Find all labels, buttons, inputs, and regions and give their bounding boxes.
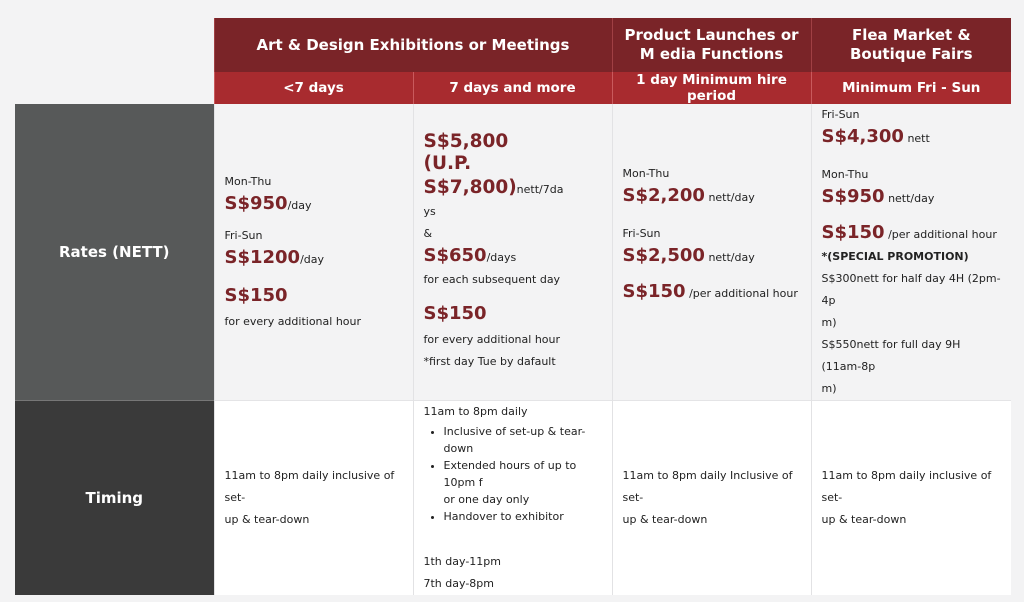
- header-row-sub: [15, 72, 1011, 104]
- rates-product-cell: [612, 104, 811, 401]
- timing-lt7-line1: 11am to 8pm daily inclusive of set-: [224, 469, 395, 504]
- flea-promo-half-2: m): [821, 316, 837, 329]
- timing-product-line2: up & tear-down: [622, 513, 708, 526]
- row-label-rates: Rates (NETT): [15, 104, 214, 401]
- lt7-extra-note: for every additional hour: [224, 315, 362, 328]
- flea-frisun-label: Fri-Sun: [821, 108, 860, 121]
- flea-promo-half-1: S$300nett for half day 4H (2pm-4p: [821, 272, 1001, 307]
- lt7-frisun-label: Fri-Sun: [224, 229, 263, 242]
- subheader-product: 1 day Minimum hire period: [612, 72, 811, 104]
- subheader-7plus: 7 days and more: [413, 72, 612, 104]
- product-extra-rate: S$150 /per additional hour: [622, 281, 798, 302]
- plus7-extra-price: S$150: [423, 303, 487, 324]
- flea-promo-full-1: S$550nett for full day 9H (11am-8p: [821, 338, 961, 373]
- plus7-price-line1: S$5,800: [423, 131, 509, 152]
- rates-flea-cell: [811, 104, 1011, 401]
- flea-monthu-label: Mon-Thu: [821, 168, 869, 181]
- header-row-groups: [15, 18, 1011, 72]
- plus7-daily-rate: S$650/days: [423, 245, 517, 266]
- corner-cell: [15, 18, 214, 72]
- timing-plus7-day1: 1th day-11pm: [423, 555, 501, 568]
- product-frisun-rate: S$2,500 nett/day: [622, 245, 755, 266]
- timing-flea-line2: up & tear-down: [821, 513, 907, 526]
- timing-7plus-cell: [413, 401, 612, 596]
- rates-7plus-cell: [413, 104, 612, 401]
- plus7-daily-note: for each subsequent day: [423, 273, 561, 286]
- timing-lt7-cell: [214, 401, 413, 596]
- subheader-flea: Minimum Fri - Sun: [811, 72, 1011, 104]
- lt7-monthu-label: Mon-Thu: [224, 175, 272, 188]
- timing-product-cell: [612, 401, 811, 596]
- timing-product-line1: 11am to 8pm daily Inclusive of set-: [622, 469, 793, 504]
- lt7-frisun-rate: S$1200/day: [224, 247, 325, 268]
- timing-row: [15, 401, 1011, 596]
- subheader-lt7: <7 days: [214, 72, 413, 104]
- plus7-amp: &: [423, 227, 433, 240]
- timing-plus7-bullet-3: • Handover to exhibitor: [444, 508, 602, 525]
- rates-row: [15, 104, 1011, 401]
- plus7-price-unit-wrap: ys: [423, 205, 436, 218]
- plus7-extra-note: for every additional hour: [423, 333, 561, 346]
- corner-cell-sub: [15, 72, 214, 104]
- row-label-timing: Timing: [15, 401, 214, 596]
- timing-plus7-bullet-2: • Extended hours of up to 10pm f or one day only: [444, 457, 602, 508]
- flea-frisun-rate: S$4,300 nett: [821, 126, 930, 147]
- header-flea-market: Flea Market & Boutique Fairs: [811, 18, 1011, 72]
- lt7-monthu-rate: S$950/day: [224, 193, 312, 214]
- flea-promo-label: *(SPECIAL PROMOTION): [821, 250, 969, 263]
- timing-lt7-line2: up & tear-down: [224, 513, 310, 526]
- plus7-price-line2: (U.P. S$7,800)nett/7da: [423, 153, 564, 198]
- flea-promo-full-2: m): [821, 382, 837, 395]
- product-frisun-label: Fri-Sun: [622, 227, 661, 240]
- rates-table: [15, 18, 1011, 595]
- plus7-first-day-note: *first day Tue by dafault: [423, 355, 556, 368]
- product-monthu-rate: S$2,200 nett/day: [622, 185, 755, 206]
- timing-plus7-list: [424, 423, 602, 525]
- lt7-extra-price: S$150: [224, 285, 288, 306]
- product-monthu-label: Mon-Thu: [622, 167, 670, 180]
- flea-extra-rate: S$150 /per additional hour: [821, 222, 997, 243]
- timing-flea-cell: [811, 401, 1011, 596]
- header-art-design: Art & Design Exhibitions or Meetings: [214, 18, 612, 72]
- rates-lt7-cell: [214, 104, 413, 401]
- timing-flea-line1: 11am to 8pm daily inclusive of set-: [821, 469, 992, 504]
- header-product-launches: Product Launches or M edia Functions: [612, 18, 811, 72]
- timing-plus7-day7: 7th day-8pm: [423, 577, 494, 590]
- flea-monthu-rate: S$950 nett/day: [821, 186, 935, 207]
- timing-plus7-intro: 11am to 8pm daily: [423, 405, 528, 418]
- timing-plus7-bullet-1: • Inclusive of set-up & tear-down: [444, 423, 602, 457]
